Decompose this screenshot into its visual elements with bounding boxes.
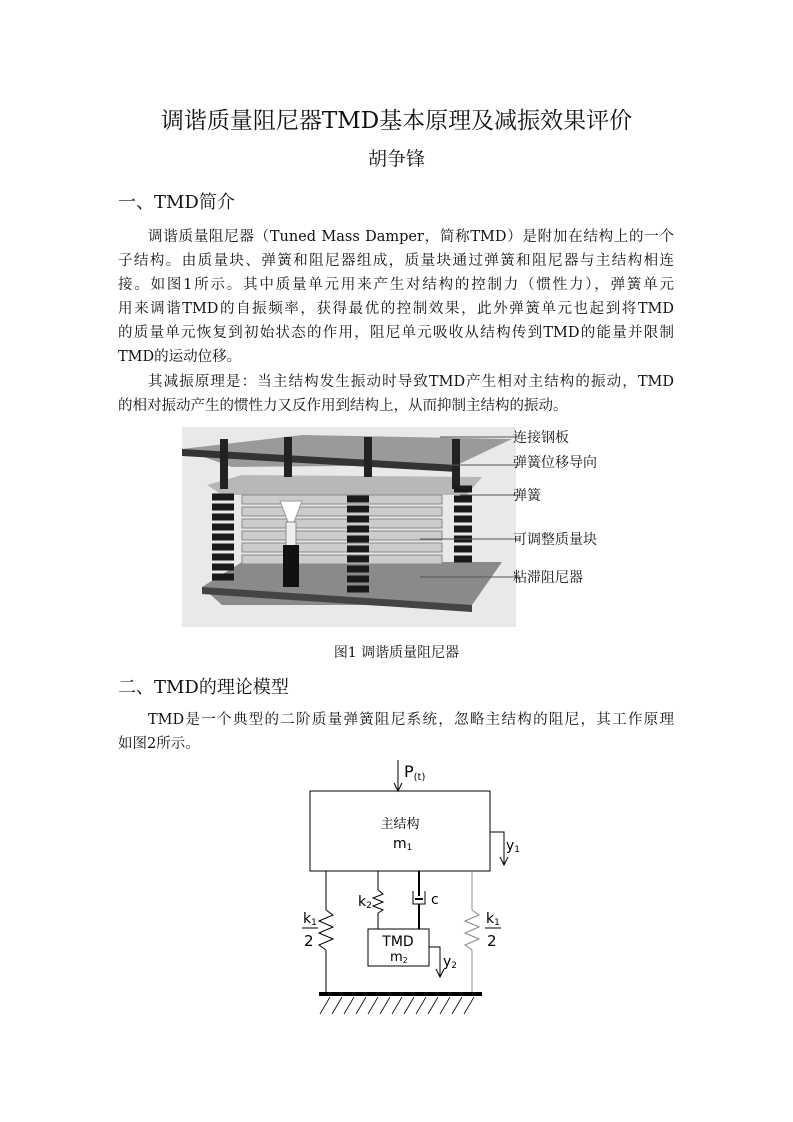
label-connecting-plate: 连接钢板 <box>513 430 569 446</box>
document-title: 调谐质量阻尼器TMD基本原理及减振效果评价 <box>160 108 633 134</box>
paragraph-line: 接。如图1所示。其中质量单元用来产生对结构的控制力（惯性力），弹簧单元 <box>118 277 674 293</box>
figure1-caption: 图1 调谐质量阻尼器 <box>333 645 460 661</box>
m2-label: m2 <box>390 950 408 965</box>
y2-label: y2 <box>443 954 458 971</box>
label-spring: 弹簧 <box>513 488 541 504</box>
paragraph-line: TMD是一个典型的二阶质量弹簧阻尼系统，忽略主结构的阻尼，其工作原理 <box>148 712 674 728</box>
label-spring-guide: 弹簧位移导向 <box>513 455 597 471</box>
k1-left-label: k1 <box>303 911 317 928</box>
k1-right-label: k1 <box>486 911 500 928</box>
figure1-leader-lines <box>420 427 520 597</box>
m1-label: m1 <box>393 836 413 853</box>
paragraph-line: 调谐质量阻尼器（Tuned Mass Damper，简称TMD）是附加在结构上的一个 <box>148 229 674 245</box>
label-viscous-damper: 粘滞阻尼器 <box>513 570 583 586</box>
tmd-label: TMD <box>382 934 414 950</box>
paragraph-line: TMD的运动位移。 <box>118 349 242 365</box>
paragraph-line: 子结构。由质量块、弹簧和阻尼器组成，质量块通过弹簧和阻尼器与主结构相连 <box>118 253 674 269</box>
c-label: c <box>431 892 439 908</box>
paragraph-line: 如图2所示。 <box>118 736 200 752</box>
k2-label: k2 <box>358 894 372 911</box>
k1-left-denominator: 2 <box>304 932 314 950</box>
y1-label: y1 <box>506 838 520 855</box>
tmd-model-diagram <box>290 755 520 1015</box>
k1-right-denominator: 2 <box>487 932 497 950</box>
author: 胡争锋 <box>367 148 425 170</box>
paragraph-line: 用来调谐TMD的自振频率，获得最优的控制效果，此外弹簧单元也起到将TMD <box>118 301 674 317</box>
section-heading-2: 二、TMD的理论模型 <box>118 677 289 698</box>
force-label: P(t) <box>404 762 426 783</box>
paragraph-line: 其减振原理是：当主结构发生振动时导致TMD产生相对主结构的振动，TMD <box>148 374 674 390</box>
section-heading-1: 一、TMD简介 <box>118 192 235 213</box>
label-mass-block: 可调整质量块 <box>513 532 597 548</box>
paragraph-line: 的质量单元恢复到初始状态的作用，阻尼单元吸收从结构传到TMD的能量并限制 <box>118 325 674 341</box>
paragraph-line: 的相对振动产生的惯性力又反作用到结构上，从而抑制主结构的振动。 <box>118 398 568 414</box>
main-structure-label: 主结构 <box>380 817 420 832</box>
